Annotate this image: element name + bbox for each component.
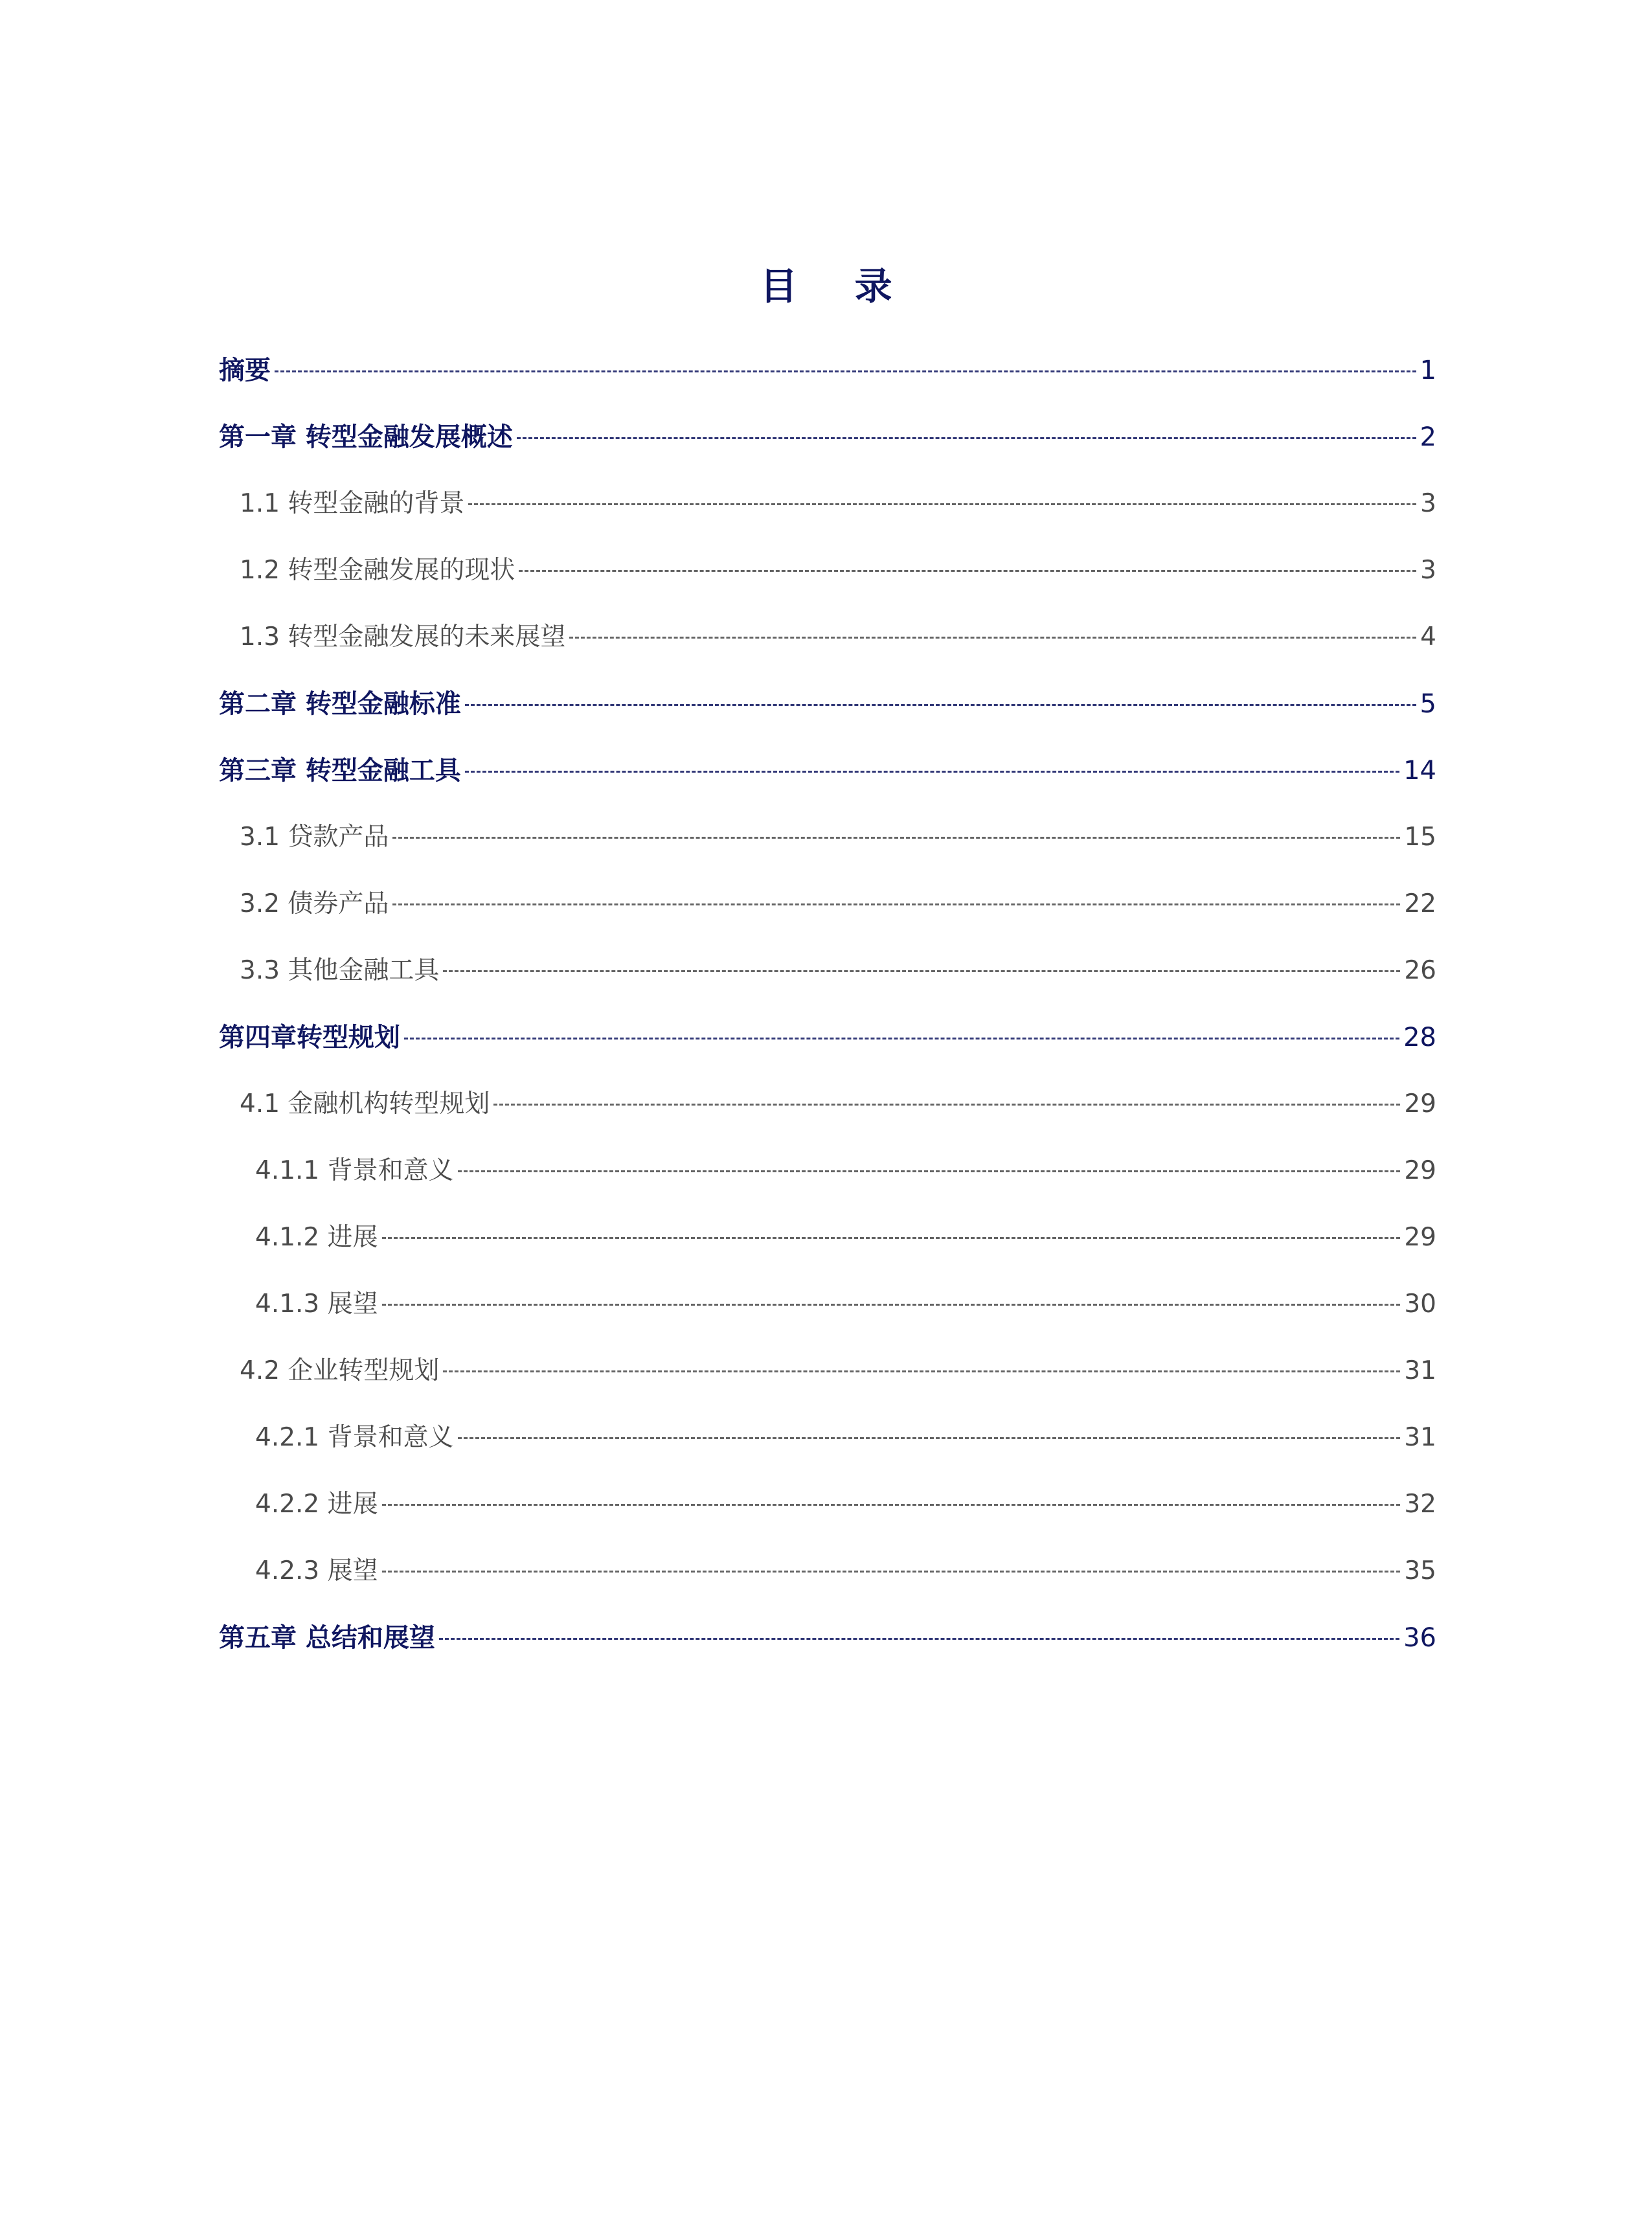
toc-entry-label: 4.1.2 进展 — [255, 1223, 378, 1252]
toc-page-number: 3 — [1420, 489, 1436, 518]
toc-leader-dots — [404, 1038, 1399, 1039]
toc-page-number: 30 — [1404, 1289, 1436, 1319]
toc-leader-dots — [519, 570, 1416, 572]
toc-entry-abstract[interactable] — [219, 345, 1436, 411]
toc-entry-section-4-2-1[interactable] — [219, 1412, 1436, 1479]
toc-leader-dots — [382, 1504, 1401, 1506]
toc-entry-label: 第二章 转型金融标准 — [219, 689, 461, 719]
toc-leader-dots — [392, 903, 1400, 905]
toc-entry-label: 4.1.3 展望 — [255, 1289, 378, 1319]
toc-page-number: 3 — [1420, 556, 1436, 585]
toc-entry-label: 4.1 金融机构转型规划 — [240, 1089, 490, 1119]
toc-entry-label: 1.3 转型金融发展的未来展望 — [240, 622, 566, 652]
toc-leader-dots — [443, 970, 1400, 972]
toc-entry-section-4-2-2[interactable] — [219, 1479, 1436, 1545]
toc-entry-label: 4.2.2 进展 — [255, 1490, 378, 1519]
toc-leader-dots — [382, 1304, 1401, 1306]
toc-leader-dots — [493, 1104, 1400, 1106]
toc-page-number: 28 — [1403, 1023, 1436, 1052]
toc-leader-dots — [439, 1638, 1399, 1640]
toc-entry-section-3-2[interactable] — [219, 878, 1436, 945]
toc-page-number: 36 — [1403, 1623, 1436, 1653]
toc-page-number: 29 — [1404, 1089, 1436, 1119]
toc-leader-dots — [458, 1437, 1401, 1439]
toc-entry-label: 4.2.3 展望 — [255, 1556, 378, 1585]
toc-leader-dots — [443, 1370, 1400, 1372]
toc-leader-dots — [458, 1170, 1401, 1172]
toc-entry-label: 3.2 债券产品 — [240, 889, 389, 918]
toc-page-number: 2 — [1420, 422, 1436, 452]
toc-page-number: 14 — [1403, 756, 1436, 786]
toc-entry-section-4-2-3[interactable] — [219, 1545, 1436, 1612]
toc-entry-label: 4.1.1 背景和意义 — [255, 1156, 454, 1185]
toc-entry-label: 第五章 总结和展望 — [219, 1623, 435, 1653]
toc-page-number: 29 — [1404, 1223, 1436, 1252]
toc-leader-dots — [517, 437, 1416, 439]
toc-leader-dots — [275, 370, 1416, 372]
toc-entry-section-4-1-1[interactable] — [219, 1145, 1436, 1212]
toc-page-number: 5 — [1420, 689, 1436, 719]
toc-entry-section-3-3[interactable] — [219, 945, 1436, 1012]
toc-entry-section-4-1[interactable] — [219, 1078, 1436, 1145]
toc-list — [219, 345, 1436, 1679]
toc-leader-dots — [465, 771, 1399, 773]
toc-entry-label: 3.3 其他金融工具 — [240, 956, 440, 985]
toc-entry-chapter-5[interactable] — [219, 1612, 1436, 1679]
toc-page-number: 1 — [1420, 356, 1436, 385]
toc-leader-dots — [468, 503, 1416, 505]
toc-leader-dots — [392, 837, 1400, 839]
toc-entry-chapter-4[interactable] — [219, 1012, 1436, 1078]
toc-entry-chapter-3[interactable] — [219, 745, 1436, 812]
toc-entry-label: 4.2 企业转型规划 — [240, 1356, 440, 1385]
toc-entry-section-4-1-3[interactable] — [219, 1278, 1436, 1345]
toc-entry-label: 第四章转型规划 — [219, 1023, 400, 1052]
toc-page-number: 4 — [1420, 622, 1436, 652]
toc-entry-section-1-3[interactable] — [219, 611, 1436, 678]
toc-page-number: 29 — [1404, 1156, 1436, 1185]
toc-entry-section-1-2[interactable] — [219, 545, 1436, 611]
toc-entry-chapter-2[interactable] — [219, 678, 1436, 745]
toc-page-number: 15 — [1404, 823, 1436, 852]
toc-entry-label: 摘要 — [219, 356, 271, 385]
toc-entry-label: 第一章 转型金融发展概述 — [219, 422, 513, 452]
toc-entry-label: 3.1 贷款产品 — [240, 823, 389, 852]
toc-page-number: 26 — [1404, 956, 1436, 985]
toc-leader-dots — [382, 1237, 1401, 1239]
toc-leader-dots — [465, 704, 1416, 706]
toc-entry-chapter-1[interactable] — [219, 411, 1436, 478]
toc-page-number: 31 — [1404, 1356, 1436, 1385]
toc-entry-section-4-2[interactable] — [219, 1345, 1436, 1412]
toc-leader-dots — [382, 1571, 1401, 1573]
toc-leader-dots — [569, 637, 1416, 639]
toc-page-number: 35 — [1404, 1556, 1436, 1585]
toc-entry-label: 1.1 转型金融的背景 — [240, 489, 465, 518]
toc-page-number: 22 — [1404, 889, 1436, 918]
toc-entry-section-4-1-2[interactable] — [219, 1212, 1436, 1278]
toc-page-number: 31 — [1404, 1423, 1436, 1452]
toc-entry-label: 1.2 转型金融发展的现状 — [240, 556, 515, 585]
toc-title: 目 录 — [760, 264, 914, 308]
toc-entry-section-1-1[interactable] — [219, 478, 1436, 545]
toc-entry-section-3-1[interactable] — [219, 812, 1436, 878]
toc-entry-label: 第三章 转型金融工具 — [219, 756, 461, 786]
toc-entry-label: 4.2.1 背景和意义 — [255, 1423, 454, 1452]
toc-page-number: 32 — [1404, 1490, 1436, 1519]
